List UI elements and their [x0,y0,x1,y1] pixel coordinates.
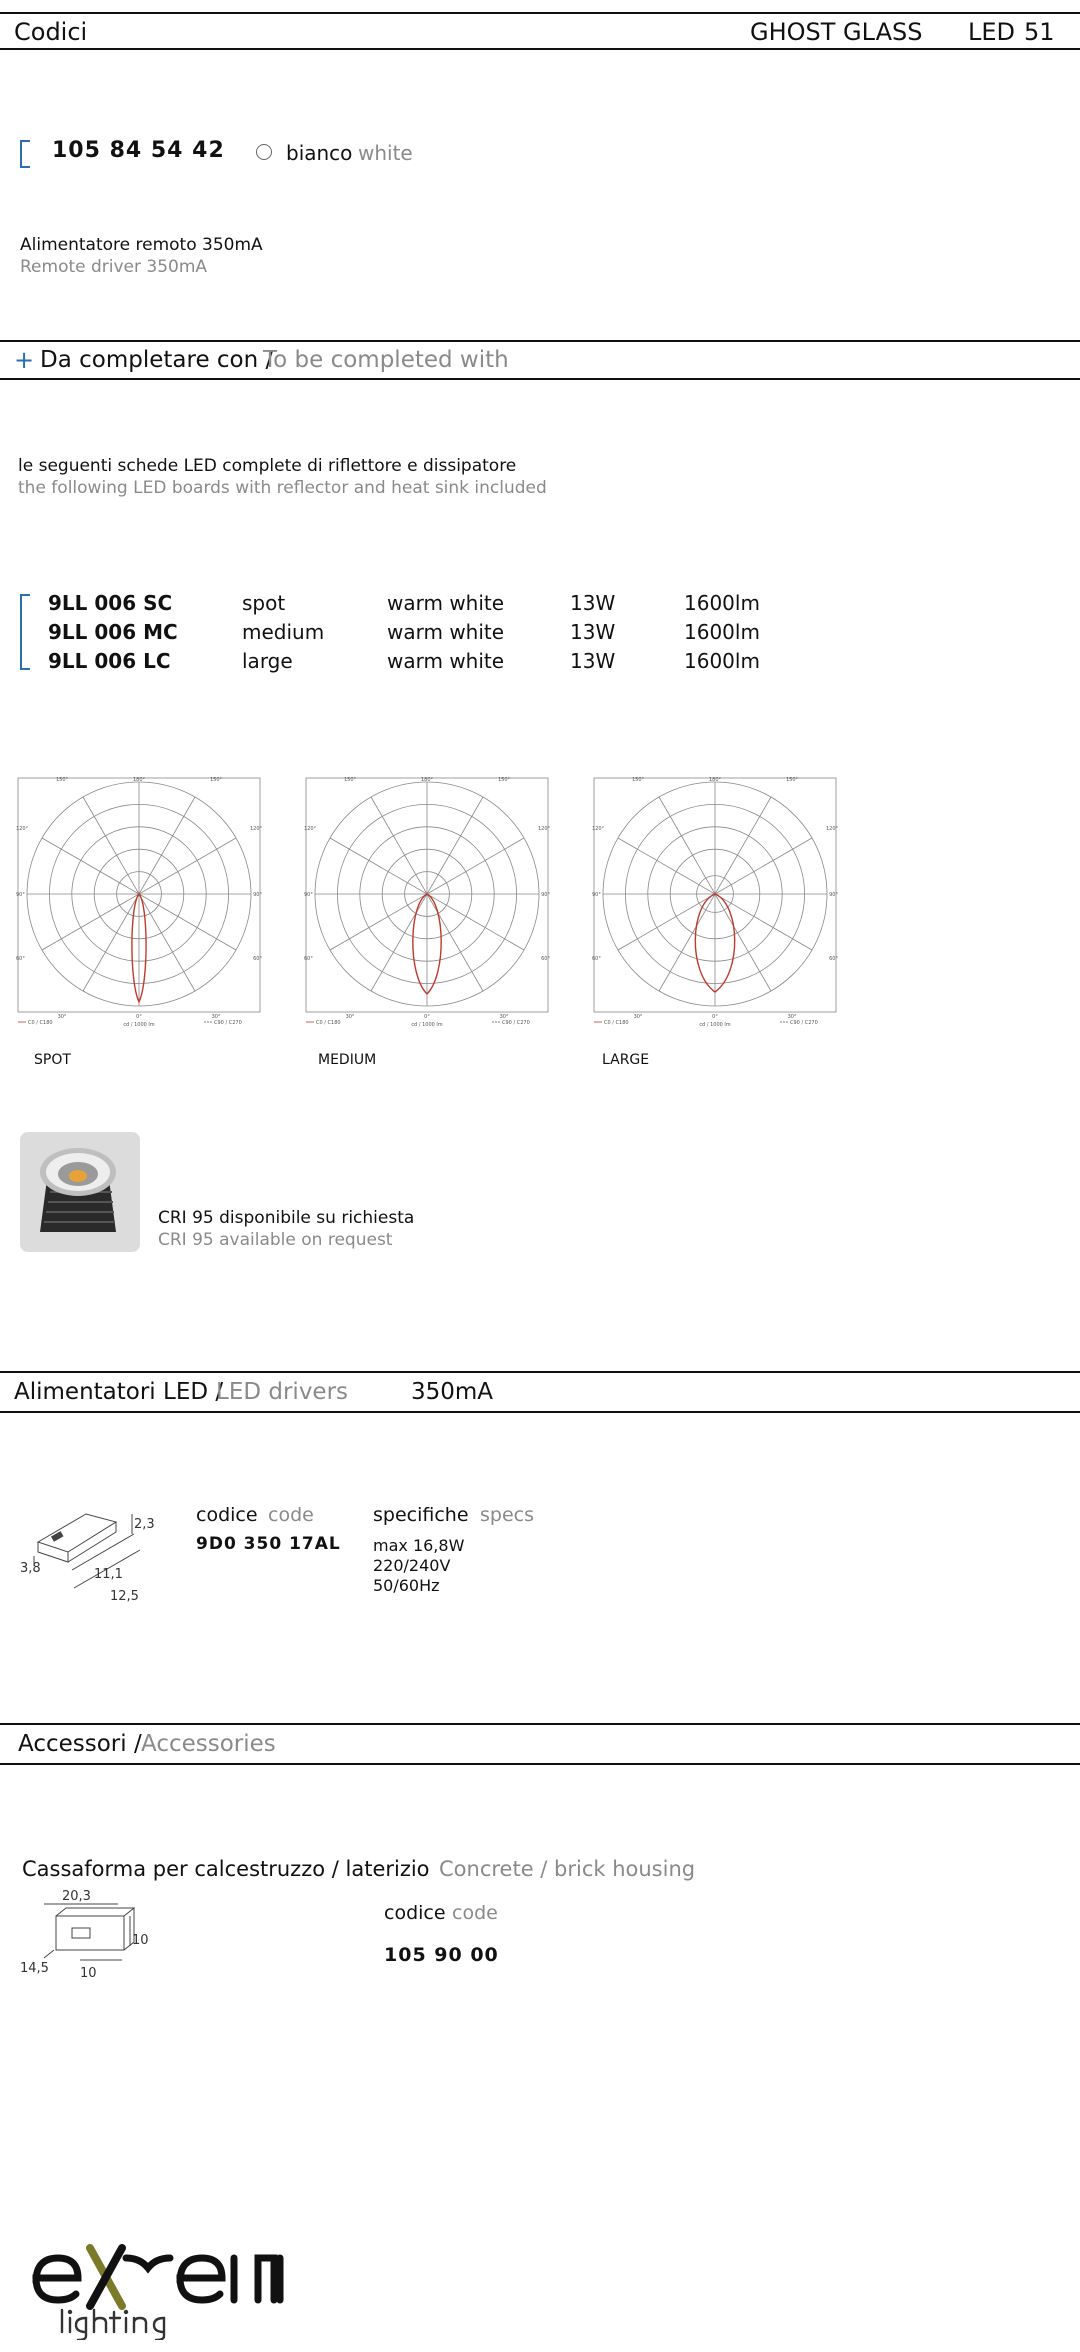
svg-text:10: 10 [80,1966,97,1981]
svg-text:C0 / C180: C0 / C180 [604,1020,629,1026]
complete-title-en: To be completed with [263,347,509,373]
complete-desc-en: the following LED boards with reflector and heat sink included [18,478,547,498]
svg-text:60°: 60° [16,956,25,962]
cri-note-it: CRI 95 disponibile su richiesta [158,1208,415,1228]
header-bar [0,12,1080,50]
svg-text:0°: 0° [712,1014,718,1020]
driver-code: 9D0 350 17AL [196,1534,341,1554]
svg-text:150°: 150° [785,777,799,783]
board-flux: 1600lm [684,590,760,615]
color-en: white [358,141,413,165]
driver-spec-frequency: 50/60Hz [373,1576,440,1595]
driver-drawing [16,1500,166,1610]
svg-text:C90 / C270: C90 / C270 [502,1020,530,1026]
board-code: 9LL 006 SC [48,590,173,615]
boards-bracket [20,594,30,670]
color-it: bianco [286,141,353,165]
svg-text:20,3: 20,3 [62,1889,91,1904]
accessory-code: 105 90 00 [384,1944,499,1966]
svg-text:2,3: 2,3 [134,1517,155,1532]
accessories-title-en: Accessories [141,1731,276,1757]
svg-text:90°: 90° [304,892,313,898]
board-beam: spot [242,590,286,615]
svg-text:90°: 90° [829,892,838,898]
svg-text:10: 10 [132,1933,149,1948]
board-code: 9LL 006 MC [48,619,178,644]
svg-text:120°: 120° [825,826,838,832]
svg-text:0°: 0° [136,1014,142,1020]
accessory-code-label-en: code [452,1902,498,1924]
svg-text:12,5: 12,5 [110,1589,139,1604]
svg-text:120°: 120° [16,826,29,832]
led-board-row [48,588,784,617]
led-module-image [20,1132,140,1252]
svg-text:30°: 30° [499,1014,509,1020]
large-photometric-diagram [590,774,840,1036]
drivers-current: 350mA [411,1379,494,1405]
svg-text:0°: 0° [424,1014,430,1020]
svg-text:150°: 150° [497,777,511,783]
exenia-logo [30,2240,290,2340]
board-beam: medium [242,619,325,644]
svg-text:90°: 90° [541,892,550,898]
product-code: 105 84 54 42 [52,138,225,163]
header-left: Codici [14,18,88,46]
svg-text:180°: 180° [132,777,146,783]
board-flux: 1600lm [684,619,760,644]
header-page: 51 [1024,18,1055,46]
accessory-name-en: Concrete / brick housing [439,1857,696,1881]
accessory-name-it: Cassaforma per calcestruzzo / laterizio [22,1857,430,1881]
large-caption: LARGE [602,1052,650,1068]
complete-title-it: Da completare con / [40,347,274,373]
svg-text:30°: 30° [345,1014,355,1020]
svg-text:30°: 30° [57,1014,67,1020]
svg-text:C0 / C180: C0 / C180 [28,1020,53,1026]
board-power: 13W [570,648,616,673]
board-power: 13W [570,619,616,644]
svg-text:90°: 90° [592,892,601,898]
svg-text:120°: 120° [304,826,317,832]
board-color: warm white [387,648,505,673]
svg-text:150°: 150° [55,777,69,783]
svg-text:120°: 120° [592,826,605,832]
driver-specs-label-it: specifiche [373,1504,469,1526]
header-product: GHOST GLASS [750,18,923,46]
accessory-code-label-it: codice [384,1902,446,1924]
svg-text:150°: 150° [343,777,357,783]
driver-note-it: Alimentatore remoto 350mA [20,235,263,255]
led-board-row [48,617,784,646]
svg-text:30°: 30° [787,1014,797,1020]
svg-text:60°: 60° [592,956,601,962]
board-beam: large [242,648,293,673]
color-radio-icon [256,144,272,160]
complete-section-bar [0,340,1080,380]
plus-icon: + [14,346,35,374]
board-color: warm white [387,619,505,644]
svg-text:30°: 30° [211,1014,221,1020]
housing-drawing [18,1886,158,1982]
driver-spec-power: max 16,8W [373,1536,465,1555]
svg-text:120°: 120° [249,826,262,832]
board-code: 9LL 006 LC [48,648,171,673]
cri-note-en: CRI 95 available on request [158,1230,393,1250]
svg-text:30°: 30° [633,1014,643,1020]
driver-note-en: Remote driver 350mA [20,257,208,277]
complete-desc-it: le seguenti schede LED complete di riflettore e dissipatore [18,456,517,476]
svg-text:180°: 180° [708,777,722,783]
svg-text:90°: 90° [16,892,25,898]
svg-text:cd / 1000 lm: cd / 1000 lm [411,1022,443,1028]
driver-spec-voltage: 220/240V [373,1556,451,1575]
board-flux: 1600lm [684,648,760,673]
board-power: 13W [570,590,616,615]
code-bracket [20,140,30,168]
led-boards-table [48,588,784,675]
led-board-row [48,646,784,675]
accessories-section-bar [0,1723,1080,1765]
driver-code-label-en: code [268,1504,314,1526]
svg-text:60°: 60° [829,956,838,962]
spot-photometric-diagram [14,774,264,1036]
svg-text:3,8: 3,8 [20,1561,41,1576]
svg-text:C90 / C270: C90 / C270 [214,1020,242,1026]
drivers-section-bar [0,1371,1080,1413]
svg-text:120°: 120° [537,826,550,832]
accessories-title-it: Accessori / [18,1731,142,1757]
svg-text:11,1: 11,1 [94,1567,123,1582]
driver-code-label-it: codice [196,1504,258,1526]
svg-text:180°: 180° [420,777,434,783]
spot-caption: SPOT [34,1052,71,1068]
medium-photometric-diagram [302,774,552,1036]
header-category: LED [968,18,1016,46]
svg-text:14,5: 14,5 [20,1961,49,1976]
board-color: warm white [387,590,505,615]
drivers-title-en: LED drivers [216,1379,349,1405]
svg-text:90°: 90° [253,892,262,898]
svg-text:150°: 150° [631,777,645,783]
svg-text:C90 / C270: C90 / C270 [790,1020,818,1026]
svg-text:60°: 60° [304,956,313,962]
drivers-title-it: Alimentatori LED / [14,1379,224,1405]
svg-text:60°: 60° [541,956,550,962]
svg-text:cd / 1000 lm: cd / 1000 lm [123,1022,155,1028]
svg-text:C0 / C180: C0 / C180 [316,1020,341,1026]
svg-text:60°: 60° [253,956,262,962]
svg-text:cd / 1000 lm: cd / 1000 lm [699,1022,731,1028]
driver-specs-label-en: specs [480,1504,534,1526]
medium-caption: MEDIUM [318,1052,377,1068]
svg-text:150°: 150° [209,777,223,783]
